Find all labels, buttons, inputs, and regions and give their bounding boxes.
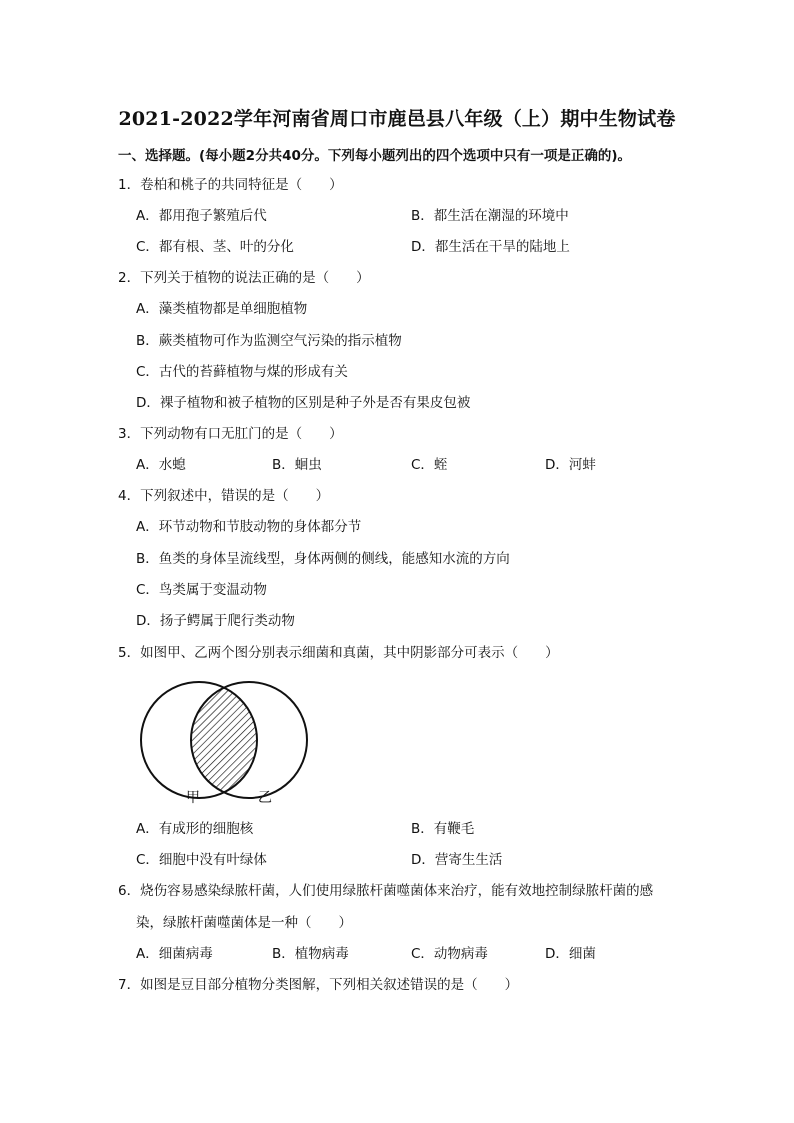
q4-option-b: B．鱼类的身体呈流线型，身体两侧的侧线，能感知水流的方向 <box>136 551 510 567</box>
q3-option-a: A．水螅 <box>136 457 186 473</box>
q6-option-b: B．植物病毒 <box>272 946 349 962</box>
q5-option-a: A．有成形的细胞核 <box>136 821 254 837</box>
q2-option-c: C．古代的苔藓植物与煤的形成有关 <box>136 364 348 380</box>
label-jia: 甲 <box>186 790 200 806</box>
question-6-stem-line2: 染，绿脓杆菌噬菌体是一种（ ） <box>136 915 352 931</box>
question-3-stem: 3．下列动物有口无肛门的是（ ） <box>118 426 343 442</box>
q1-option-a: A．都用孢子繁殖后代 <box>136 208 267 224</box>
q5-option-b: B．有鞭毛 <box>411 821 475 837</box>
q3-option-b: B．蛔虫 <box>272 457 322 473</box>
q5-option-d: D．营寄生生活 <box>411 852 503 868</box>
q1-option-c: C．都有根、茎、叶的分化 <box>136 239 294 255</box>
q5-option-c: C．细胞中没有叶绿体 <box>136 852 267 868</box>
q6-option-d: D．细菌 <box>545 946 596 962</box>
section-heading: 一、选择题。(每小题2分共40分。下列每小题列出的四个选项中只有一项是正确的)。 <box>118 148 632 164</box>
label-yi: 乙 <box>258 790 272 806</box>
q6-option-a: A．细菌病毒 <box>136 946 213 962</box>
q6-option-c: C．动物病毒 <box>411 946 488 962</box>
q3-option-d: D．河蚌 <box>545 457 596 473</box>
q1-option-d: D．都生活在干旱的陆地上 <box>411 239 570 255</box>
q1-option-b: B．都生活在潮湿的环境中 <box>411 208 569 224</box>
question-7-stem: 7．如图是豆目部分植物分类图解，下列相关叙述错误的是（ ） <box>118 977 519 993</box>
question-1-stem: 1．卷柏和桃子的共同特征是（ ） <box>118 177 343 193</box>
question-6-stem-line1: 6．烧伤容易感染绿脓杆菌，人们使用绿脓杆菌噬菌体来治疗，能有效地控制绿脓杆菌的感 <box>118 883 654 899</box>
venn-diagram <box>136 676 316 806</box>
question-4-stem: 4．下列叙述中，错误的是（ ） <box>118 488 330 504</box>
q4-option-d: D．扬子鳄属于爬行类动物 <box>136 613 295 629</box>
q4-option-a: A．环节动物和节肢动物的身体都分节 <box>136 519 362 535</box>
q2-option-d: D．裸子植物和被子植物的区别是种子外是否有果皮包被 <box>136 395 471 411</box>
page-title: 2021-2022学年河南省周口市鹿邑县八年级（上）期中生物试卷 <box>118 108 676 130</box>
q2-option-a: A．藻类植物都是单细胞植物 <box>136 301 308 317</box>
question-2-stem: 2．下列关于植物的说法正确的是（ ） <box>118 270 370 286</box>
q2-option-b: B．蕨类植物可作为监测空气污染的指示植物 <box>136 333 402 349</box>
question-5-stem: 5．如图甲、乙两个图分别表示细菌和真菌，其中阴影部分可表示（ ） <box>118 645 559 661</box>
q4-option-c: C．鸟类属于变温动物 <box>136 582 267 598</box>
q3-option-c: C．蛭 <box>411 457 448 473</box>
